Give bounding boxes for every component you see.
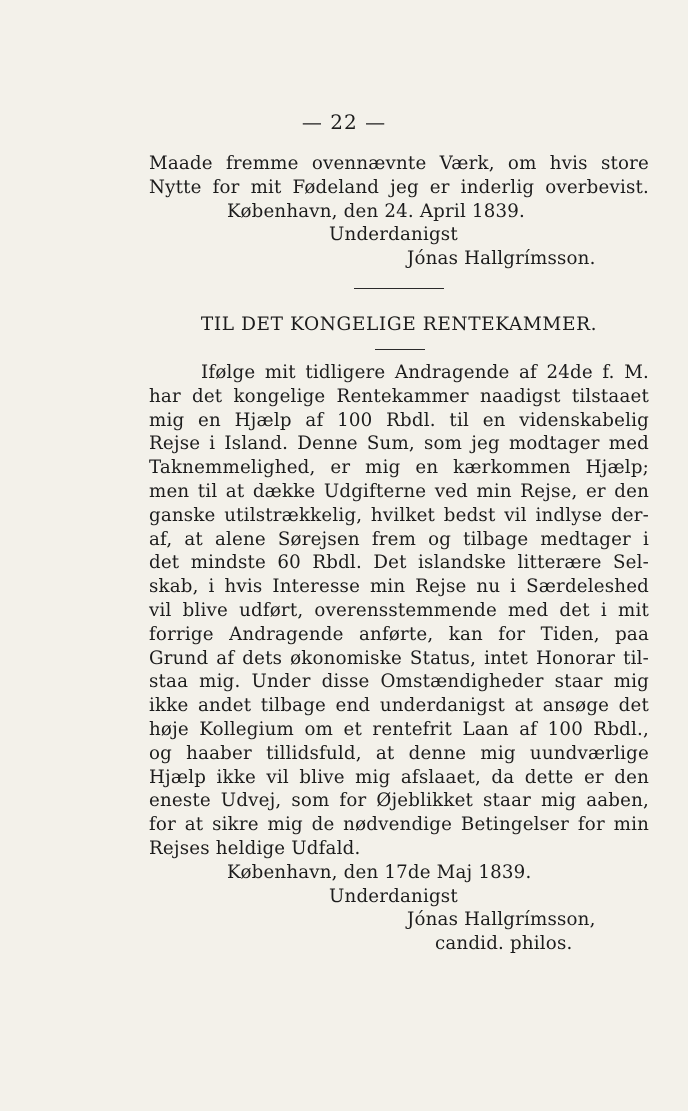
letter-2-line: af, at alene Sørejsen frem og tilbage medtager i [149, 528, 649, 550]
letter-2-line: ganske utilstrækkelig, hvilket bedst vil indlyse der- [149, 504, 649, 526]
letter-2-signature: Jónas Hallgrímsson, [407, 909, 596, 931]
letter-2-line: ikke andet tilbage end underdanigst at ansøge det [149, 695, 649, 717]
letter-2-closing: Underdanigst [329, 885, 458, 907]
letter-2-line: det mindste 60 Rbdl. Det islandske litterære Sel- [149, 552, 649, 574]
letter-1-place-date: København, den 24. April 1839. [227, 200, 526, 222]
letter-2-academic-title: candid. philos. [435, 933, 573, 955]
letter-2-line: Hjælp ikke vil blive mig afslaaet, da dette er den [149, 766, 649, 788]
letter-2-place-date: København, den 17de Maj 1839. [227, 861, 532, 883]
letter-2-line: men til at dække Udgifterne ved min Rejse, er den [149, 480, 649, 502]
letter-2-line: har det kongelige Rentekammer naadigst tilstaaet [149, 385, 649, 407]
letter-2 [149, 361, 649, 956]
letter-2-line: og haaber tillidsfuld, at denne mig uundværlige [149, 742, 649, 764]
page-number: — 22 — [301, 110, 387, 134]
letter-1-line-1: Maade fremme ovennævnte Værk, om hvis store [149, 153, 649, 174]
letter-2-line: høje Kollegium om et rentefrit Laan af 100 Rbdl., [149, 718, 649, 740]
letter-1-line-2: Nytte for mit Fødeland jeg er inderlig overbevist. [149, 176, 649, 198]
letter-2-line: mig en Hjælp af 100 Rbdl. til en videnskabelig [149, 409, 649, 431]
letter-2-line: Grund af dets økonomiske Status, intet Honorar til- [149, 647, 649, 669]
heading-underline-rule [375, 349, 425, 350]
letter-1-signature: Jónas Hallgrímsson. [407, 248, 596, 270]
letter-2-first-line: Ifølge mit tidligere Andragende af 24de f. M. [201, 362, 649, 383]
letter-2-line: vil blive udført, overensstemmende med det i mit [149, 599, 649, 621]
letter-2-line: for at sikre mig de nødvendige Betingelser for min [149, 814, 649, 836]
letter-2-line: Rejse i Island. Denne Sum, som jeg modtager med [149, 433, 649, 455]
letter-2-line: staa mig. Under disse Omstændigheder staar mig [149, 671, 649, 693]
letter-2-line: skab, i hvis Interesse min Rejse nu i Særdeleshed [149, 576, 649, 598]
letter-2-line: forrige Andragende anførte, kan for Tiden, paa [149, 623, 649, 645]
letter-1-closing: Underdanigst [329, 224, 458, 246]
letter-2-line: Taknemmelighed, er mig en kærkommen Hjælp; [149, 457, 649, 479]
letter-2-heading: TIL DET KONGELIGE RENTEKAMMER. [200, 314, 598, 335]
section-divider-rule [354, 288, 444, 289]
letter-1 [149, 152, 649, 271]
letter-2-last-line: Rejses heldige Udfald. [149, 837, 361, 859]
letter-2-line: eneste Udvej, som for Øjeblikket staar mig aaben, [149, 790, 649, 812]
